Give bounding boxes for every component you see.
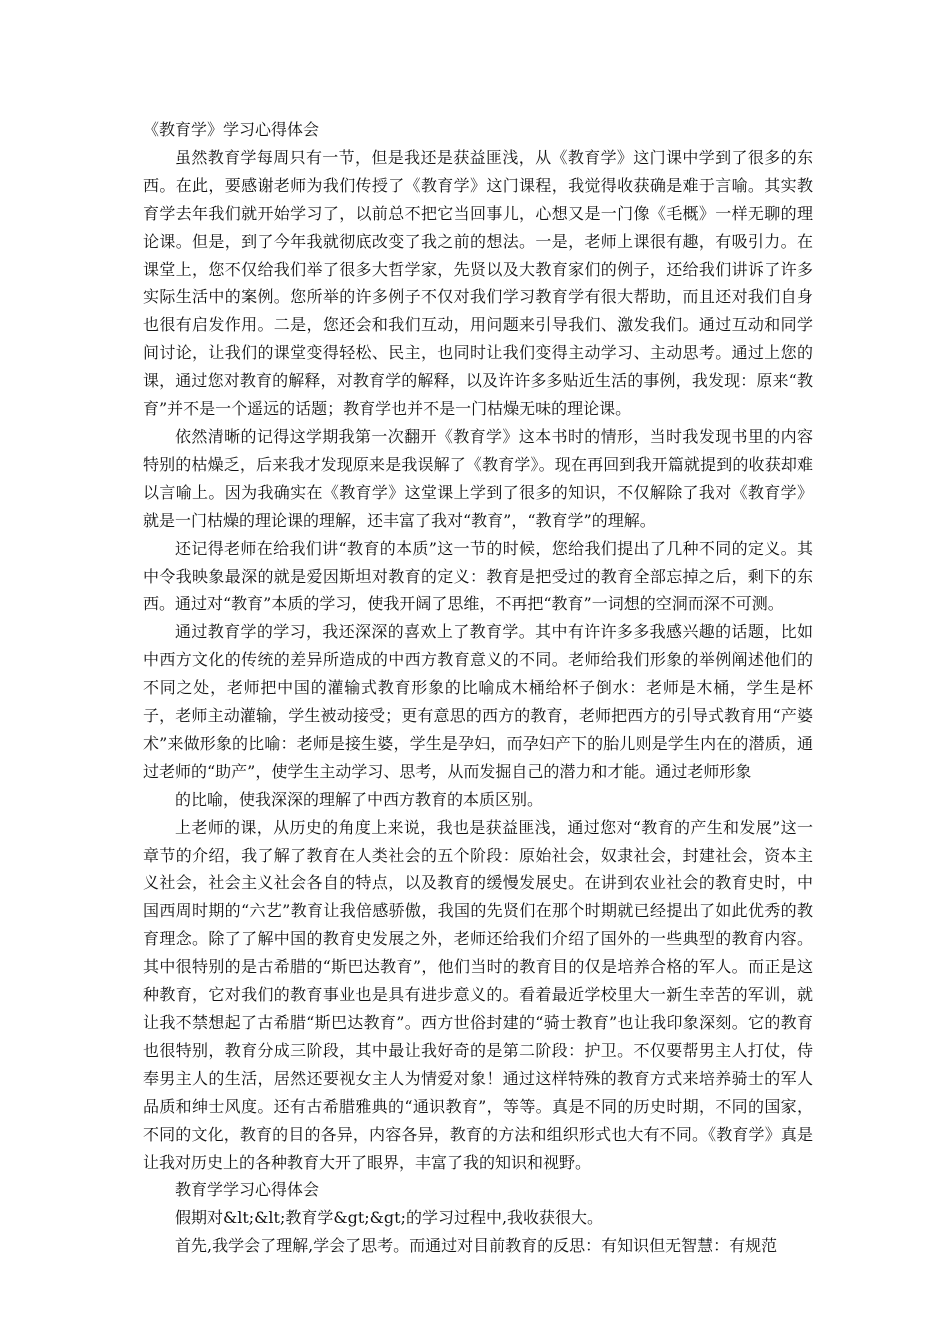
paragraph-3: 还记得老师在给我们讲“教育的本质”这一节的时候，您给我们提出了几种不同的定义。其中令我映象最深的就是爱因斯坦对教育的定义：教育是把受过的教育全部忘掉之后，剩下的东西。通过对“教育”本质的学习，使我开阔了思维，不再把“教育”一词想的空洞而深不可测。 bbox=[143, 538, 813, 614]
paragraph-7: 首先,我学会了理解,学会了思考。而通过对目前教育的反思：有知识但无智慧：有规范 bbox=[175, 1236, 778, 1256]
paragraph-6: 假期对&lt;&lt;教育学&gt;&gt;的学习过程中,我收获很大。 bbox=[175, 1208, 604, 1228]
document-page bbox=[143, 116, 813, 1260]
paragraph-4-continuation: 的比喻，使我深深的理解了中西方教育的本质区别。 bbox=[175, 789, 544, 809]
document-title: 《教育学》学习心得体会 bbox=[143, 120, 320, 139]
paragraph-2: 依然清晰的记得这学期我第一次翻开《教育学》这本书时的情形，当时我发现书里的内容特别的枯燥乏，后来我才发现原来是我误解了《教育学》。现在再回到我开篇就提到的收获却难以言喻上。因为我确实在《教育学》这堂课上学到了很多的知识，不仅解除了我对《教育学》就是一门枯燥的理论课的理解，还丰富了我对“教育”，“教育学”的理解。 bbox=[143, 426, 813, 530]
paragraph-4: 通过教育学的学习，我还深深的喜欢上了教育学。其中有许许多多我感兴趣的话题，比如中西方文化的传统的差异所造成的中西方教育意义的不同。老师给我们形象的举例阐述他们的不同之处，老师把中国的灌输式教育形象的比喻成木桶给杯子倒水：老师是木桶，学生是杯子，老师主动灌输，学生被动接受；更有意思的西方的教育，老师把西方的引导式教育用“产婆术”来做形象的比喻：老师是接生婆，学生是孕妇，而孕妇产下的胎儿则是学生内在的潜质，通过老师的“助产”，使学生主动学习、思考，从而发掘自己的潜力和才能。通过老师形象 bbox=[143, 622, 813, 781]
second-essay-title: 教育学学习心得体会 bbox=[175, 1180, 320, 1200]
paragraph-1: 虽然教育学每周只有一节，但是我还是获益匪浅，从《教育学》这门课中学到了很多的东西。在此，要感谢老师为我们传授了《教育学》这门课程，我觉得收获确是难于言喻。其实教育学去年我们就开始学习了，以前总不把它当回事儿，心想又是一门像《毛概》一样无聊的理论课。但是，到了今年我就彻底改变了我之前的想法。一是，老师上课很有趣，有吸引力。在课堂上，您不仅给我们举了很多大哲学家，先贤以及大教育家们的例子，还给我们讲诉了许多实际生活中的案例。您所举的许多例子不仅对我们学习教育学有很大帮助，而且还对我们自身也很有启发作用。二是，您还会和我们互动，用问题来引导我们、激发我们。通过互动和同学间讨论，让我们的课堂变得轻松、民主，也同时让我们变得主动学习、主动思考。通过上您的课，通过您对教育的解释，对教育学的解释，以及许许多多贴近生活的事例，我发现：原来“教育”并不是一个遥远的话题；教育学也并不是一门枯燥无味的理论课。 bbox=[143, 147, 813, 419]
paragraph-5: 上老师的课，从历史的角度上来说，我也是获益匪浅，通过您对“教育的产生和发展”这一章节的介绍，我了解了教育在人类社会的五个阶段：原始社会，奴隶社会，封建社会，资本主义社会，社会主义社会各自的特点，以及教育的缓慢发展史。在讲到农业社会的教育史时，中国西周时期的“六艺”教育让我倍感骄傲，我国的先贤们在那个时期就已经提出了如此优秀的教育理念。除了了解中国的教育史发展之外，老师还给我们介绍了国外的一些典型的教育内容。其中很特别的是古希腊的“斯巴达教育”，他们当时的教育目的仅是培养合格的军人。而正是这种教育，它对我们的教育事业也是具有进步意义的。看着最近学校里大一新生幸苦的军训，就让我不禁想起了古希腊“斯巴达教育”。西方世俗封建的“骑士教育”也让我印象深刻。它的教育也很特别，教育分成三阶段，其中最让我好奇的是第二阶段：护卫。不仅要帮男主人打仗，侍奉男主人的生活，居然还要视女主人为情爱对象！通过这样特殊的教育方式来培养骑士的军人品质和绅士风度。还有古希腊雅典的“通识教育”，等等。真是不同的历史时期，不同的国家，不同的文化，教育的目的各异，内容各异，教育的方法和组织形式也大有不同。《教育学》真是让我对历史上的各种教育大开了眼界，丰富了我的知识和视野。 bbox=[143, 817, 813, 1172]
